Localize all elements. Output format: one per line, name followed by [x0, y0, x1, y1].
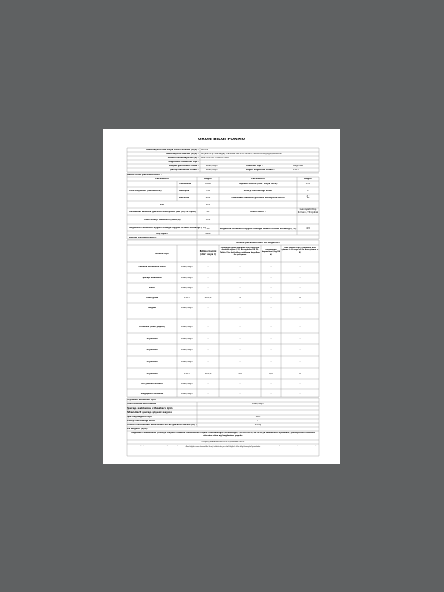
model-identifier-value: ALK 474 XC TURCO IS3D: [201, 157, 230, 159]
low-noise-label: Düşük gürültülü cihaz :: [168, 165, 199, 167]
general-section-title: Genel ürün parametreleri :: [127, 174, 162, 176]
compartment-cell-v: -: [207, 307, 209, 309]
compartment-cell-present: evet/hayır: [181, 393, 193, 395]
compartment-cell-v: -: [207, 383, 209, 385]
fast-freeze-label: Hızlı dondurma imkanı: [127, 403, 157, 405]
compartment-cell-t: -18: [238, 373, 242, 375]
width-value: 745: [205, 190, 211, 192]
supplier-name-value: ALTUS: [201, 149, 209, 151]
general-col-value: Değer: [204, 178, 212, 180]
compartment-cell-d: O: [299, 297, 301, 299]
compartment-name: 1-yıldızlı: [146, 338, 158, 340]
supplier-address-label: Tedarikçinin adresi (b,d) :: [165, 153, 199, 155]
compartment-cell-t: -: [239, 307, 241, 309]
compartment-cell-d: -: [299, 383, 301, 385]
compartment-cell-present: evet/hayır: [181, 266, 193, 268]
regulation-text: Soğutma Cihazlarının Çevreye Duyarlı Tasarım Gereklerine İlişkin Yönetmeliğin (Ecodesign) (2019/2019) Ek IV-A'ya mahallece uyulması, yükleyicinin internet sitesine olan ağ bağlantısı yapılır.: [131, 432, 315, 437]
light-source-value: LED: [255, 416, 261, 418]
total-volume-label: Toplam hacim (dm³ veya litre): [238, 183, 278, 185]
four-star-title: 4-yıldızlı bölmeler için: [127, 399, 156, 401]
wine-storage-value: evet/hayır: [206, 169, 218, 171]
compartment-cell-v: 110,0: [204, 373, 212, 375]
wine-storage-label: Şarap saklama cihazı :: [169, 169, 199, 171]
noise-label: Havadaki akustik gürültü emisyonu (dB (A) re 1pW): [129, 211, 196, 213]
support-url[interactable]: https://www.altus.com.tr/destek.html: [201, 441, 245, 443]
depth-value: 800: [205, 197, 211, 199]
supplier-name-label: Tedarikçinin adı veya ticari ünvanı (b,d) :: [145, 149, 199, 151]
wine-section-title: Şarap saklama cihazları için: [127, 407, 173, 410]
compartment-cell-present: evet/hayır: [181, 326, 193, 328]
height-label: Yükseklik: [179, 183, 192, 185]
general-col-param-2: Parametre: [251, 178, 265, 180]
climate-class-label: İklim sınıfı :: [250, 211, 266, 213]
compartment-cell-f: 6,0: [269, 373, 273, 375]
compartment-cell-d: -: [299, 277, 301, 279]
fast-freeze-value: evet/hayır: [252, 403, 264, 405]
compartment-cell-present: evet/hayır: [181, 383, 193, 385]
height-value: 1860: [205, 183, 211, 185]
compartment-name: 2-yıldızlı: [146, 349, 158, 351]
general-col-value-2: Değer: [304, 178, 312, 180]
max-temp-value: 43: [306, 227, 310, 230]
general-col-param: Parametre: [155, 178, 169, 180]
compartment-cell-f: -: [270, 277, 272, 279]
annual-energy-value: 324: [205, 219, 211, 221]
noise-class-value: C: [306, 195, 310, 199]
compartment-cell-d: -: [299, 287, 301, 289]
compartment-cell-d: -: [299, 266, 301, 268]
eei-label: EEI: [160, 204, 164, 206]
compartment-cell-d: -: [299, 361, 301, 363]
eei-value: 125: [205, 204, 211, 206]
compartment-name: Değişken sıcaklık: [140, 393, 164, 395]
energy-class-label: Enerji verimliliği sınıfı: [243, 190, 273, 192]
compartment-cell-v: -: [207, 361, 209, 363]
noise-class-label: Havadaki akustik gürültü emisyonu sınıfı: [231, 197, 285, 199]
compartment-cell-t: -: [239, 277, 241, 279]
compartment-cell-f: -: [270, 326, 272, 328]
compartment-cell-present: evet/hayır: [181, 287, 193, 289]
annual-energy-label: Yıllık enerji tüketimi (kWh/a): [143, 219, 181, 221]
design-type-label: Tasarım tipi :: [246, 165, 263, 167]
other-appliance-label: Diğer soğutma cihazı :: [246, 169, 276, 171]
frost-label: Kış ayarı: [156, 233, 168, 235]
compartment-cell-t: -: [239, 326, 241, 328]
compartment-cell-f: -: [270, 349, 272, 351]
design-type-value: Bağımsız: [293, 165, 304, 167]
compartment-cell-f: -: [270, 383, 272, 385]
compartment-name: Soğuk: [147, 307, 157, 309]
max-temp-label: Soğutma cihazının uygun olduğu azami ortam sıcaklığı (°C): [219, 228, 297, 230]
compartment-cell-v: -: [207, 287, 209, 289]
compartment-cell-t: -: [239, 338, 241, 340]
footnote-text: (*) Minimum bilgi (içerik) ve ALTUS ürünlerine bilgi formunda yer alan bilgiler, ürün tanıtım ve satış kanallarında kullanılan bilgilere eşdeğer niteliktedir. Bilgilerin tamamının ürüne ait olmadığı durumlarda, tedarikçinin internet sitesinde yer alan bilgiler esas alınmalıdır. Enerji etiketinde yer alan bilgiler, ürün bilgi formuyla uyumludur.: [127, 445, 319, 449]
compartment-name: İki yıldızlı bölüm: [141, 383, 163, 385]
compartment-name: Taze gıda: [145, 297, 159, 299]
compartment-cell-v: -: [207, 338, 209, 340]
col-volume: Bölme hacmi (dm³ veya l): [199, 250, 217, 256]
compartment-cell-d: -: [299, 393, 301, 395]
compartment-cell-d: -: [299, 326, 301, 328]
depth-label: Derinlik: [179, 197, 190, 199]
supplier-address-value: Arçelik A.Ş. Karaağaç Caddesi No:2-6 34445, Sütlüce Beyoğlu/İstanbul: [201, 153, 282, 155]
compartment-cell-present: evet/hayır: [181, 338, 193, 340]
compartment-cell-t: -: [239, 266, 241, 268]
compartment-cell-present: evet/hayır: [181, 307, 193, 309]
guarantee-label: Üretici tarafından belirlenen en az garanti süresi (b) :: [127, 424, 197, 426]
compartment-cell-t: -: [239, 287, 241, 289]
light-class-label: Enerji verimliliği sınıfı: [127, 420, 156, 422]
compartment-cell-f: -: [270, 307, 272, 309]
compartment-cell-t: 4: [239, 297, 241, 299]
compartment-cell-f: -: [270, 393, 272, 395]
compartment-table-title: Bölme parametreleri ve değerleri: [236, 242, 280, 244]
light-source-label: Işık kaynağının tipi: [127, 416, 152, 418]
compartment-cell-d: -: [299, 349, 301, 351]
compartment-cell-t: -: [239, 349, 241, 351]
compartment-cell-v: -: [207, 349, 209, 351]
compartment-name: Yıldızsız (buz yapıcı): [138, 326, 166, 328]
climate-class-value: Genişletilmiş Ilıman / Tropikal: [297, 208, 319, 215]
compartment-cell-f: -: [270, 266, 272, 268]
compartment-cell-f: -: [270, 338, 272, 340]
compartment-cell-t: -: [239, 383, 241, 385]
additional-info-title: Ek bilgiler (b,d):: [127, 428, 149, 430]
col-compartment-type: Bölme tipi: [155, 253, 169, 255]
compartment-cell-t: -: [239, 393, 241, 395]
frost-value: evet: [205, 233, 211, 235]
compartment-cell-present: evet/hayır: [181, 277, 193, 279]
col-defrost: Buz çözme tipi (Otomatik buz çözme = A veya el ile buz çözme = E): [281, 247, 319, 254]
compartment-name: 3-yıldızlı: [146, 361, 158, 363]
compartment-cell-v: -: [207, 326, 209, 328]
model-identifier-label: Model tanımlayıcısı (d) :: [167, 157, 199, 159]
light-class-value: F: [257, 420, 259, 422]
compartment-name: Şarap saklama: [142, 277, 162, 279]
noise-value: 41: [206, 211, 210, 213]
min-temp-value: 10: [206, 228, 210, 230]
compartment-cell-v: -: [207, 393, 209, 395]
guarantee-value: 24 Ay: [254, 424, 262, 426]
total-volume-value: 515: [305, 183, 311, 185]
compartment-cell-d: -: [299, 338, 301, 340]
compartment-cell-f: -: [270, 297, 272, 299]
compartment-name: Kiler: [148, 287, 156, 289]
col-freeze: Dondurma kapasitesi (kg/24 h): [261, 249, 281, 256]
compartment-cell-d: -: [299, 307, 301, 309]
document-title: ÜRÜN BİLGİ FORMU: [197, 138, 246, 142]
other-appliance-value: EVET: [293, 169, 299, 171]
compartment-name: Yüksek sıcaklıklı kiler: [138, 266, 166, 268]
appliance-type-label: Soğutma cihazının tipi :: [168, 161, 199, 163]
compartment-name: 4-yıldızlı: [146, 373, 158, 375]
compartment-cell-t: -: [239, 361, 241, 363]
compartment-cell-f: -: [270, 287, 272, 289]
compartment-cell-present: EVET: [184, 297, 190, 299]
compartment-cell-present: evet/hayır: [181, 349, 193, 351]
width-label: Genişlik: [179, 190, 190, 192]
compartment-cell-v: -: [207, 277, 209, 279]
col-temp: Optimum gıda saklama için önerilen sıcaklık ayarı (°C) Bu ayarlar EK IV, Tablo 3'te belirtilen saklama koşulları ile çelişmez: [220, 247, 260, 257]
compartment-cell-v: -: [207, 266, 209, 268]
product-info-sheet: [103, 129, 340, 464]
energy-class-value: E: [307, 190, 309, 192]
compartments-label: Bölme Parametreleri :: [129, 237, 158, 239]
compartment-cell-present: evet/hayır: [181, 361, 193, 363]
compartment-cell-f: -: [270, 361, 272, 363]
compartment-cell-present: EVET: [184, 373, 190, 375]
wine-bottles-label: Standart şarap şişesi sayısı: [127, 411, 172, 414]
min-temp-label: Soğutma cihazının uygun olduğu uygun ortam sıcaklığı (°C): [129, 227, 206, 229]
dimensions-label: Tüm boyutlar (milimetre): [129, 190, 162, 192]
low-noise-value: evet/hayır: [206, 165, 218, 167]
compartment-cell-d: O: [299, 373, 301, 375]
compartment-cell-v: 405,0: [204, 297, 212, 299]
